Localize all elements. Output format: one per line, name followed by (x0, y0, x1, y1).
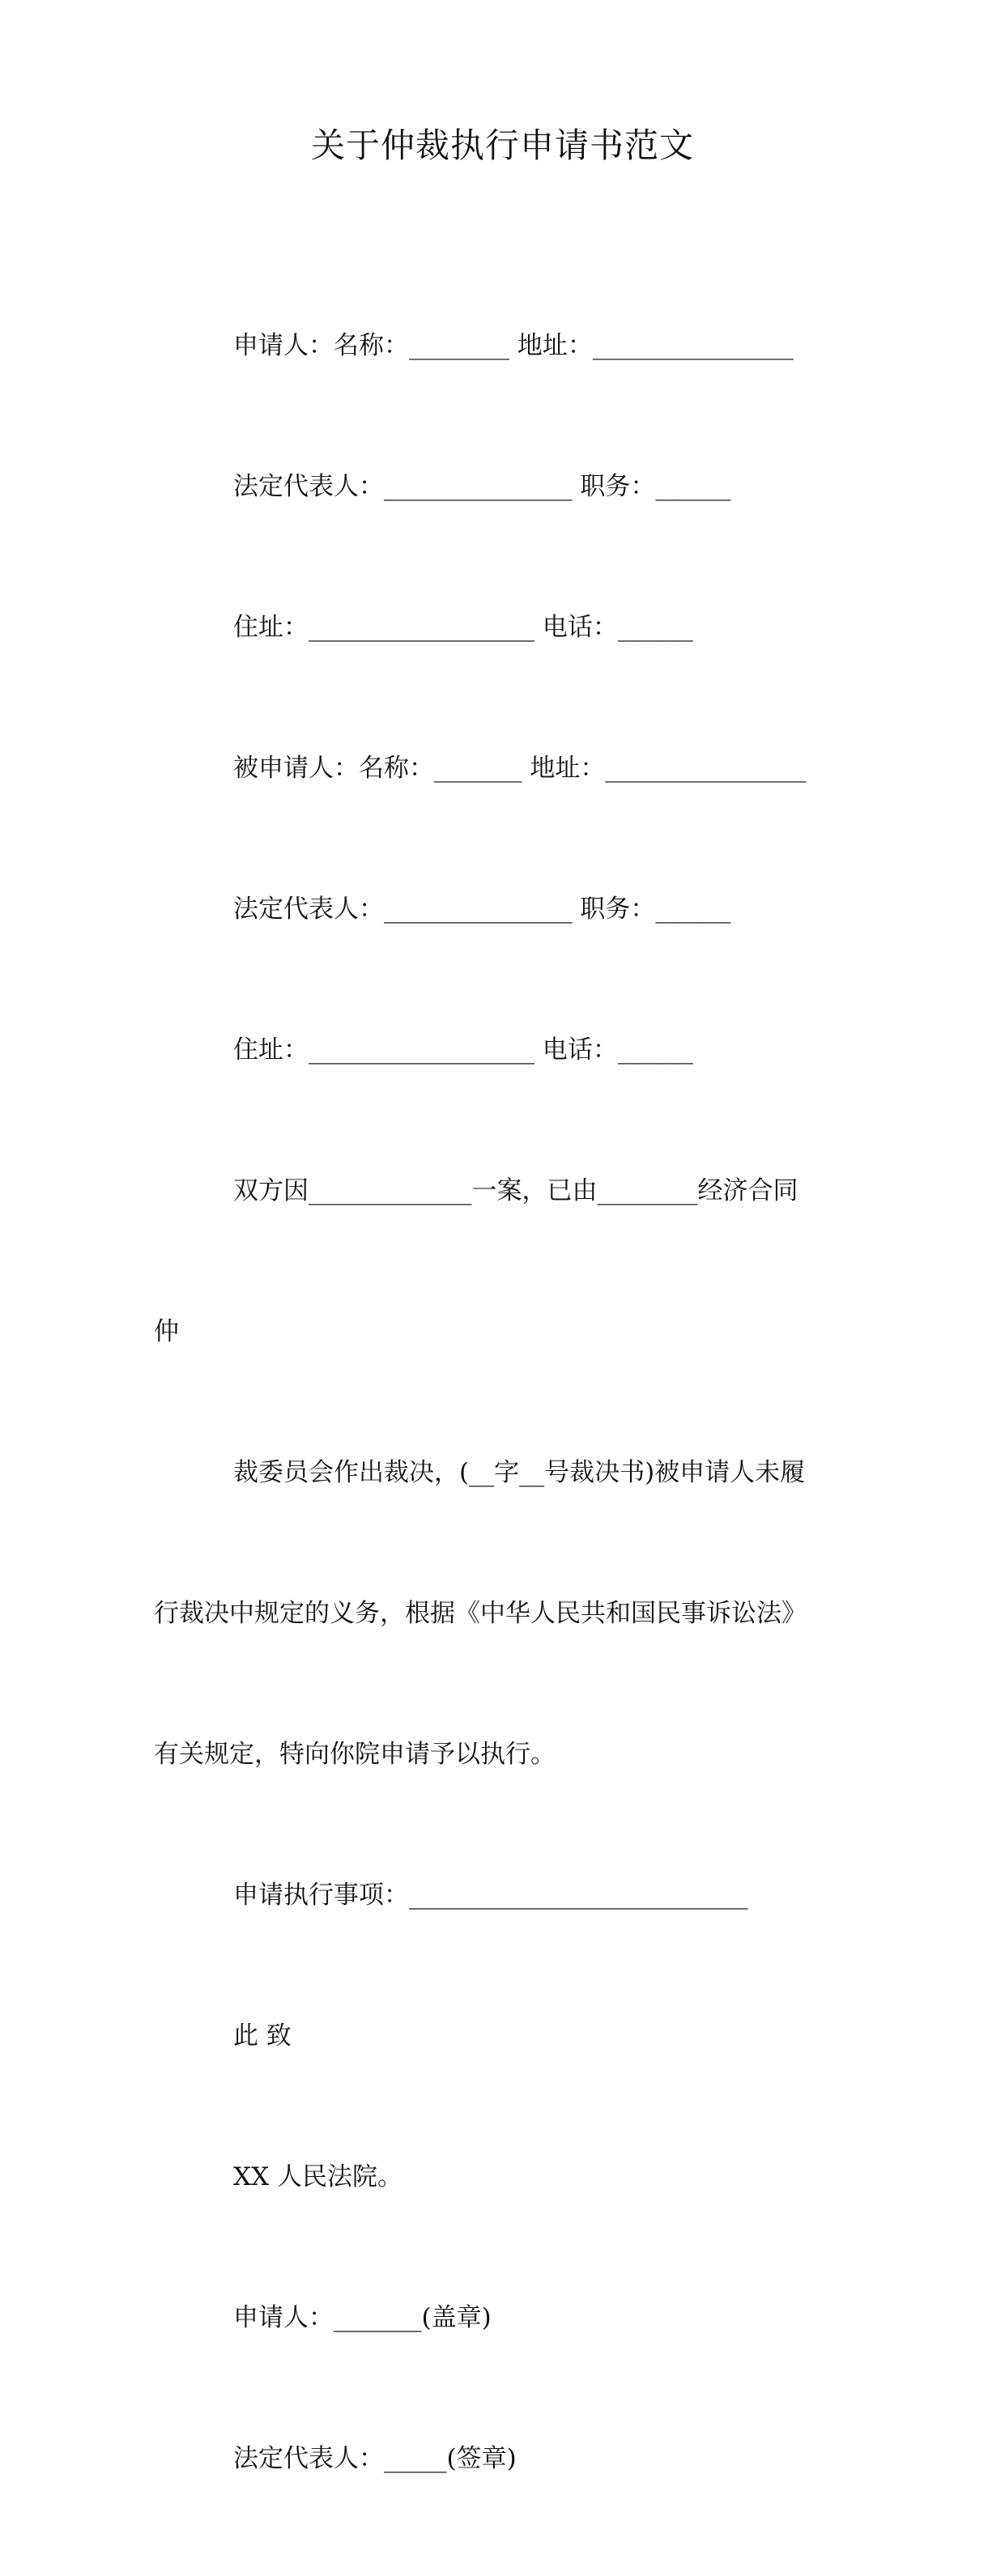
court-name-line: XX 人民法院。 (233, 2162, 402, 2191)
respondent-representative-line: 法定代表人：_______________ 职务：______ (233, 895, 731, 924)
arbitration-decision-line: 裁委员会作出裁决，(__字__号裁决书)被申请人未履 (233, 1458, 806, 1487)
document-title: 关于仲裁执行申请书范文 (310, 125, 694, 165)
applicant-name-address-line: 申请人：名称：________ 地址：________________ (233, 331, 794, 360)
request-statement-line: 有关规定，特向你院申请予以执行。 (154, 1740, 556, 1769)
respondent-name-address-line: 被申请人：名称：_______ 地址：________________ (233, 754, 807, 783)
execution-matters-line: 申请执行事项：___________________________ (233, 1881, 748, 1910)
case-description-continuation-line: 仲 (154, 1317, 179, 1346)
applicant-representative-line: 法定代表人：_______________ 职务：______ (233, 472, 731, 501)
document-body (154, 228, 883, 2576)
applicant-address-phone-line: 住址：__________________ 电话：______ (233, 613, 693, 642)
applicant-seal-line: 申请人：_______(盖章) (233, 2303, 492, 2332)
respondent-address-phone-line: 住址：__________________ 电话：______ (233, 1035, 693, 1065)
representative-signature-line: 法定代表人：_____(签章) (233, 2444, 517, 2473)
case-description-line: 双方因_____________一案，已由________经济合同 (233, 1176, 798, 1205)
legal-basis-line: 行裁决中规定的义务，根据《中华人民共和国民事诉讼法》 (154, 1599, 807, 1628)
salutation-line: 此 致 (233, 2021, 292, 2051)
